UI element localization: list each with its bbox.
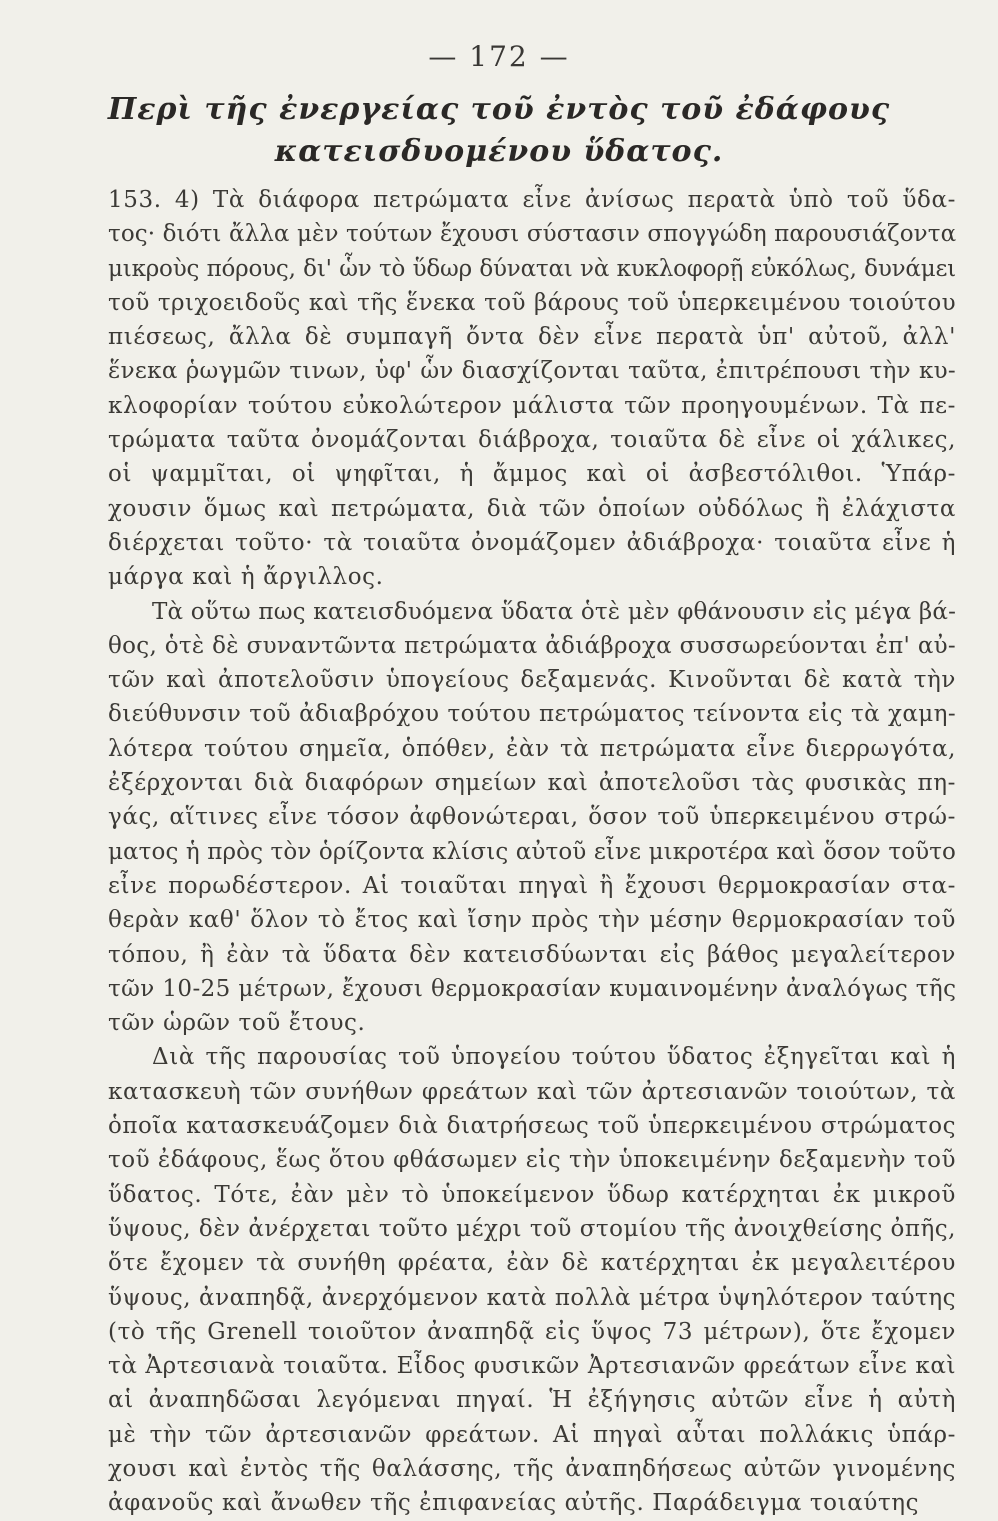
text-line: θερὰν καθ' ὅλον τὸ ἔτος καὶ ἴσην πρὸς τὴν μέσην θερμοκρασίαν τοῦ (108, 907, 956, 934)
text-line: κατασκευὴ τῶν συνήθων φρεάτων καὶ τῶν ἀρτεσιανῶν τοιούτων, τὰ (108, 1078, 956, 1105)
text-line: ματος ἡ πρὸς τὸν ὁρίζοντα κλίσις αὐτοῦ εἶνε μικροτέρα καὶ ὅσον τοῦτο (108, 838, 956, 865)
text-line: 153. 4) Τὰ διάφορα πετρώματα εἶνε ἀνίσως περατὰ ὑπὸ τοῦ ὕδα- (108, 187, 956, 213)
text-line: τῶν 10-25 μέτρων, ἔχουσι θερμοκρασίαν κυμαινομένην ἀναλόγως τῆς (108, 975, 956, 1002)
text-line: τοῦ τριχοειδοῦς καὶ τῆς ἕνεκα τοῦ βάρους τοῦ ὑπερκειμένου τοιούτου (108, 289, 956, 316)
text-line: κλοφορίαν τούτου εὐκολώτερον μάλιστα τῶν προηγουμένων. Τὰ πε- (108, 392, 956, 419)
text-line: τὰ Ἀρτεσιανὰ τοιαῦτα. Εἶδος φυσικῶν Ἀρτεσιανῶν φρεάτων εἶνε καὶ (108, 1353, 956, 1380)
text-line: Διὰ τῆς παρουσίας τοῦ ὑπογείου τούτου ὕδατος ἐξηγεῖται καὶ ἡ (152, 1044, 956, 1071)
text-line: τρώματα ταῦτα ὀνομάζονται διάβροχα, τοιαῦτα δὲ εἶνε οἱ χάλικες, (108, 427, 956, 454)
text-line: ὕψους, ἀναπηδᾷ, ἀνερχόμενον κατὰ πολλὰ μέτρα ὑψηλότερον ταύτης (108, 1284, 956, 1311)
text-line: λότερα τούτου σημεῖα, ὁπόθεν, ἐὰν τὰ πετρώματα εἶνε διερρωγότα, (108, 735, 956, 762)
text-line: ὅτε ἔχομεν τὰ συνήθη φρέατα, ἐὰν δὲ κατέρχηται ἐκ μεγαλειτέρου (108, 1250, 956, 1277)
text-line: εἶνε πορωδέστερον. Αἱ τοιαῦται πηγαὶ ἢ ἔχουσι θερμοκρασίαν στα- (108, 872, 956, 899)
text-line: πιέσεως, ἄλλα δὲ συμπαγῆ ὄντα δὲν εἶνε περατὰ ὑπ' αὐτοῦ, ἀλλ' (108, 324, 956, 351)
text-line: ἀφανοῦς καὶ ἄνωθεν τῆς ἐπιφανείας αὐτῆς. Παράδειγμα τοιαύτης (108, 1490, 920, 1517)
text-line: Τὰ οὕτω πως κατεισδυόμενα ὕδατα ὁτὲ μὲν φθάνουσιν εἰς μέγα βά- (152, 598, 956, 625)
text-line: διεύθυνσιν τοῦ ἀδιαβρόχου τούτου πετρώματος τείνοντα εἰς τὰ χαμη- (108, 701, 956, 728)
text-line: ἕνεκα ῥωγμῶν τινων, ὑφ' ὧν διασχίζονται ταῦτα, ἐπιτρέπουσι τὴν κυ- (108, 358, 956, 385)
section-heading-line-2: κατεισδυομένου ὕδατος. (274, 134, 724, 169)
text-line: ὕψους, δὲν ἀνέρχεται τοῦτο μέχρι τοῦ στομίου τῆς ἀνοιχθείσης ὀπῆς, (108, 1215, 956, 1242)
body-text (108, 183, 956, 1521)
text-line: γάς, αἵτινες εἶνε τόσον ἀφθονώτεραι, ὅσον τοῦ ὑπερκειμένου στρώ- (108, 804, 956, 831)
text-line: διέρχεται τοῦτο· τὰ τοιαῦτα ὀνομάζομεν ἀδιάβροχα· τοιαῦτα εἶνε ἡ (108, 529, 956, 556)
text-line: τῶν ὡρῶν τοῦ ἔτους. (108, 1010, 366, 1037)
text-line: μικροὺς πόρους, δι' ὧν τὸ ὕδωρ δύναται νὰ κυκλοφορῇ εὐκόλως, δυνάμει (108, 255, 956, 282)
text-line: χουσιν ὅμως καὶ πετρώματα, διὰ τῶν ὁποίων οὐδόλως ἢ ἐλάχιστα (108, 495, 956, 522)
page-number: — 172 — (428, 40, 570, 73)
text-line: τόπου, ἢ ἐὰν τὰ ὕδατα δὲν κατεισδύωνται εἰς βάθος μεγαλείτερον (108, 941, 956, 968)
text-line: τοῦ ἐδάφους, ἕως ὅτου φθάσωμεν εἰς τὴν ὑποκειμένην δεξαμενὴν τοῦ (108, 1147, 956, 1174)
text-line: τῶν καὶ ἀποτελοῦσιν ὑπογείους δεξαμενάς. Κινοῦνται δὲ κατὰ τὴν (108, 667, 956, 694)
text-line: τος· διότι ἄλλα μὲν τούτων ἔχουσι σύστασιν σπογγώδη παρουσιάζοντα (108, 221, 956, 248)
text-line: ἐξέρχονται διὰ διαφόρων σημείων καὶ ἀποτελοῦσι τὰς φυσικὰς πη- (108, 770, 956, 797)
text-line: οἱ ψαμμῖται, οἱ ψηφῖται, ἡ ἄμμος καὶ οἱ ἀσβεστόλιθοι. Ὑπάρ- (108, 461, 956, 488)
text-line: χουσι καὶ ἐντὸς τῆς θαλάσσης, τῆς ἀναπηδήσεως αὐτῶν γινομένης (108, 1455, 956, 1482)
text-line: (τὸ τῆς Grenell τοιοῦτον ἀναπηδᾷ εἰς ὕψος 73 μέτρων), ὅτε ἔχομεν (108, 1318, 956, 1345)
text-line: αἱ ἀναπηδῶσαι λεγόμεναι πηγαί. Ἡ ἐξήγησις αὐτῶν εἶνε ἡ αὐτὴ (108, 1387, 956, 1414)
text-line: ὁποῖα κατασκευάζομεν διὰ διατρήσεως τοῦ ὑπερκειμένου στρώματος (108, 1113, 956, 1140)
section-heading-line-1: Περὶ τῆς ἐνεργείας τοῦ ἐντὸς τοῦ ἐδάφους (107, 92, 891, 127)
text-line: ὕδατος. Τότε, ἐὰν μὲν τὸ ὑποκείμενον ὕδωρ κατέρχηται ἐκ μικροῦ (108, 1181, 956, 1208)
text-line: μάργα καὶ ἡ ἄργιλλος. (108, 564, 384, 591)
text-line: μὲ τὴν τῶν ἀρτεσιανῶν φρεάτων. Αἱ πηγαὶ αὗται πολλάκις ὑπάρ- (108, 1421, 956, 1448)
text-line: θος, ὁτὲ δὲ συναντῶντα πετρώματα ἀδιάβροχα συσσωρεύονται ἐπ' αὐ- (108, 632, 956, 659)
